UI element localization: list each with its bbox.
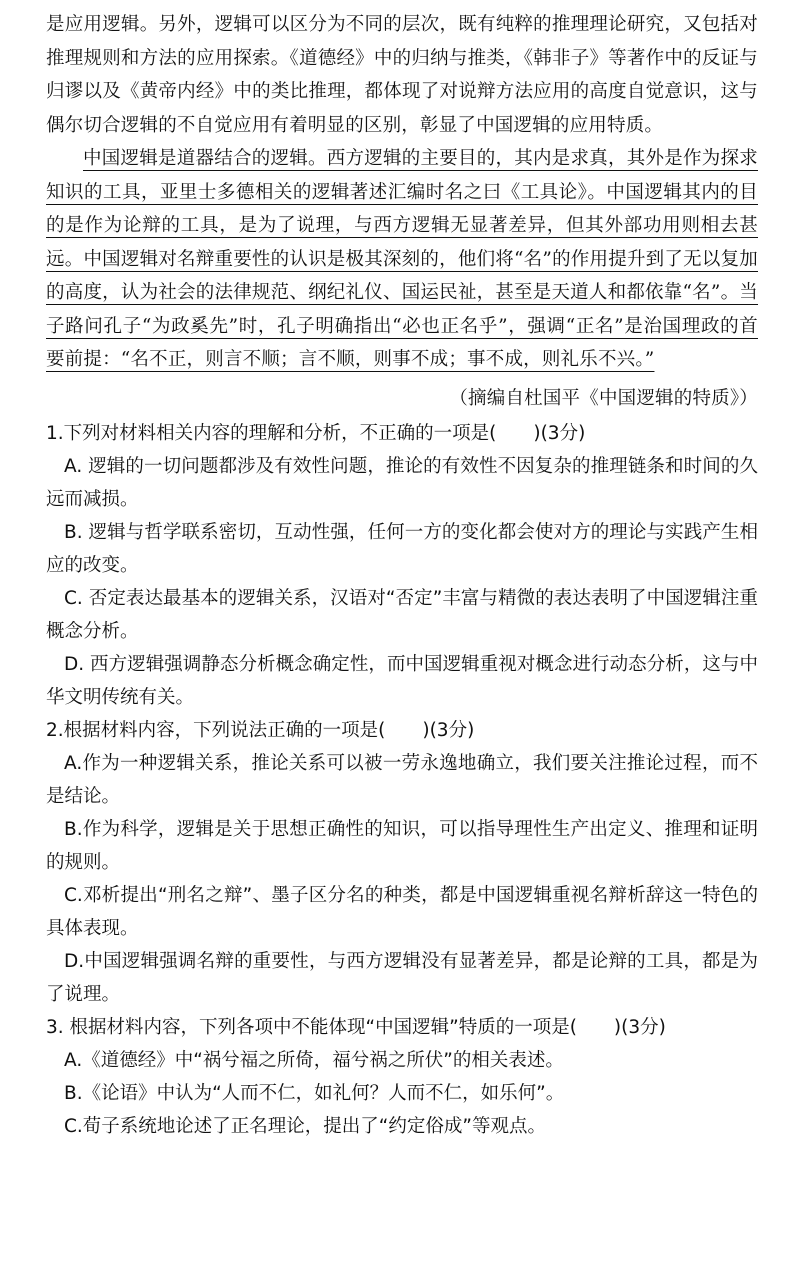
- option-d: D. 西方逻辑强调静态分析概念确定性，而中国逻辑重视对概念进行动态分析，这与中华文明传统有关。: [46, 654, 758, 708]
- question-3: [46, 1011, 758, 1143]
- passage-source: （摘编自杜国平《中国逻辑的特质》）: [449, 387, 758, 409]
- question-stem: 1.下列对材料相关内容的理解和分析，不正确的一项是( )(3分): [46, 423, 586, 444]
- option-a: A. 逻辑的一切问题都涉及有效性问题，推论的有效性不因复杂的推理链条和时间的久远而减损。: [46, 456, 758, 510]
- option-c: C.邓析提出“刑名之辩”、墨子区分名的种类，都是中国逻辑重视名辩析辞这一特色的具体表现。: [46, 885, 758, 939]
- option-c: C. 否定表达最基本的逻辑关系，汉语对“否定”丰富与精微的表达表明了中国逻辑注重概念分析。: [46, 588, 758, 642]
- exam-page: [46, 8, 758, 1143]
- option-b: B.《论语》中认为“人而不仁，如礼何？人而不仁，如乐何”。: [64, 1083, 565, 1104]
- option-a: A.作为一种逻辑关系，推论关系可以被一劳永逸地确立，我们要关注推论过程，而不是结论。: [46, 753, 758, 807]
- question-2: [46, 714, 758, 1011]
- option-a: A.《道德经》中“祸兮福之所倚，福兮祸之所伏”的相关表述。: [64, 1050, 564, 1071]
- question-stem: 3. 根据材料内容，下列各项中不能体现“中国逻辑”特质的一项是( )(3分): [46, 1017, 666, 1038]
- question-1: [46, 417, 758, 714]
- option-d: D.中国逻辑强调名辩的重要性，与西方逻辑没有显著差异，都是论辩的工具，都是为了说理。: [46, 951, 758, 1005]
- passage-paragraph-2: 中国逻辑是道器结合的逻辑。西方逻辑的主要目的，其内是求真，其外是作为探求知识的工具，亚里士多德相关的逻辑著述汇编时名之曰《工具论》。中国逻辑其内的目的是作为论辩的工具，是为了说理，与西方逻辑无显著差异，但其外部功用则相去甚远。中国逻辑对名辩重要性的认识是极其深刻的，他们将“名”的作用提升到了无以复加的高度，认为社会的法律规范、纲纪礼仪、国运民祉，甚至是天道人和都依靠“名”。当子路问孔子“为政奚先”时，孔子明确指出“必也正名乎”，强调“正名”是治国理政的首要前提：“名不正，则言不顺；言不顺，则事不成；事不成，则礼乐不兴。”: [46, 148, 759, 370]
- option-b: B. 逻辑与哲学联系密切，互动性强，任何一方的变化都会使对方的理论与实践产生相应的改变。: [46, 522, 758, 576]
- question-stem: 2.根据材料内容，下列说法正确的一项是( )(3分): [46, 720, 475, 741]
- passage-paragraph-1: 是应用逻辑。另外，逻辑可以区分为不同的层次，既有纯粹的推理理论研究，又包括对推理规则和方法的应用探索。《道德经》中的归纳与推类，《韩非子》等著作中的反证与归谬以及《黄帝内经》中的类比推理，都体现了对说辩方法应用的高度自觉意识，这与偶尔切合逻辑的不自觉应用有着明显的区别，彰显了中国逻辑的应用特质。: [46, 14, 758, 136]
- option-c: C.荀子系统地论述了正名理论，提出了“约定俗成”等观点。: [64, 1116, 546, 1137]
- option-b: B.作为科学，逻辑是关于思想正确性的知识，可以指导理性生产出定义、推理和证明的规则。: [46, 819, 758, 873]
